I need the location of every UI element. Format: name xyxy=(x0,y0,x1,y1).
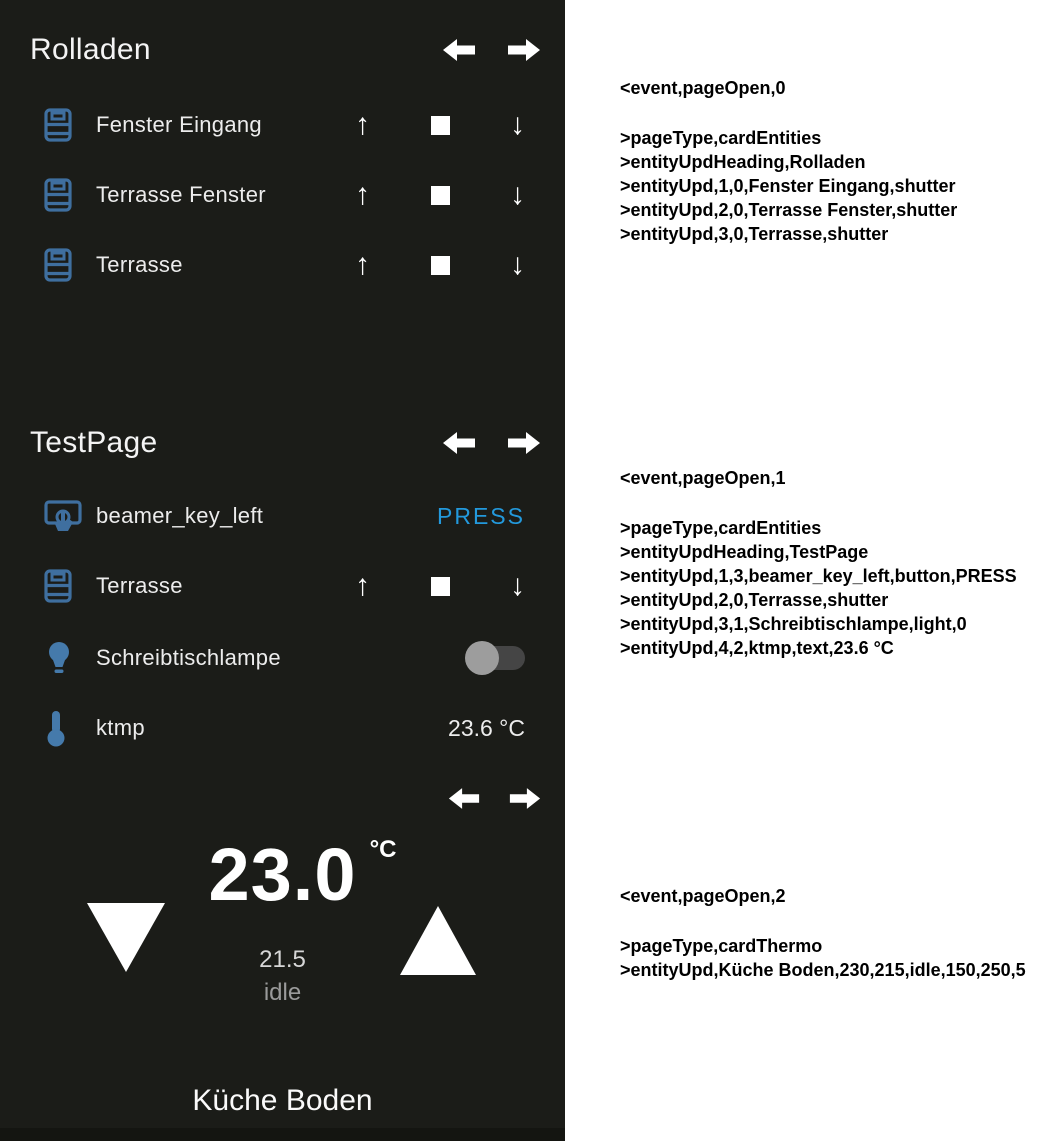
shutter-down-button[interactable]: ↓ xyxy=(510,248,525,281)
protocol-line: >entityUpd,1,3,beamer_key_left,button,PRESS xyxy=(620,566,1017,586)
shutter-down-button[interactable]: ↓ xyxy=(510,178,525,211)
shutter-down-button[interactable]: ↓ xyxy=(510,108,525,141)
shutter-stop-button[interactable] xyxy=(431,186,450,205)
thermometer-icon xyxy=(44,709,86,747)
shutter-controls xyxy=(355,571,525,601)
page-title: Rolladen xyxy=(30,33,151,66)
protocol-line: >pageType,cardThermo xyxy=(620,936,823,956)
sensor-value: 23.6 °C xyxy=(448,714,525,741)
shutter-stop-button[interactable] xyxy=(431,116,450,135)
log-block-page0 xyxy=(620,76,957,246)
page-nav xyxy=(447,786,542,811)
current-temperature xyxy=(0,833,565,916)
page-title: TestPage xyxy=(30,426,158,459)
protocol-log xyxy=(565,0,1045,1141)
page-nav xyxy=(441,37,542,63)
shutter-up-button[interactable]: ↑ xyxy=(355,248,370,281)
protocol-line: >entityUpdHeading,Rolladen xyxy=(620,152,866,172)
panel-footer-strip xyxy=(0,1128,565,1141)
window-shutter-icon xyxy=(44,569,86,603)
gesture-tap-button-icon xyxy=(44,498,86,534)
hvac-state: idle xyxy=(263,979,302,1006)
protocol-line: >entityUpd,2,0,Terrasse,shutter xyxy=(620,590,889,610)
entity-label: Terrasse xyxy=(96,573,183,598)
entity-row xyxy=(0,551,565,621)
protocol-line: >entityUpd,3,0,Terrasse,shutter xyxy=(620,224,889,244)
entity-label: Schreibtischlampe xyxy=(96,645,281,670)
window-shutter-icon xyxy=(44,108,86,142)
protocol-line: >pageType,cardEntities xyxy=(620,518,822,538)
window-shutter-icon xyxy=(44,178,86,212)
temperature-unit: °C xyxy=(369,836,397,863)
entity-label: Fenster Eingang xyxy=(96,112,262,137)
shutter-up-button[interactable]: ↑ xyxy=(355,178,370,211)
protocol-line: >entityUpd,Küche Boden,230,215,idle,150,250,5 xyxy=(620,960,1026,980)
entity-row xyxy=(0,481,565,551)
shutter-controls xyxy=(355,180,525,210)
protocol-line: <event,pageOpen,1 xyxy=(620,468,786,488)
protocol-line: >pageType,cardEntities xyxy=(620,128,822,148)
entity-label: ktmp xyxy=(96,715,145,740)
card-rolladen-header xyxy=(30,26,542,74)
entity-label: beamer_key_left xyxy=(96,503,264,528)
shutter-down-button[interactable]: ↓ xyxy=(510,569,525,602)
thermostat-name: Küche Boden xyxy=(192,1084,373,1117)
shutter-up-button[interactable]: ↑ xyxy=(355,569,370,602)
log-block-page1 xyxy=(620,466,1017,660)
protocol-line: >entityUpdHeading,TestPage xyxy=(620,542,869,562)
shutter-stop-button[interactable] xyxy=(431,577,450,596)
window-shutter-icon xyxy=(44,248,86,282)
card-testpage-header xyxy=(30,419,542,467)
light-toggle[interactable] xyxy=(466,646,525,670)
lightbulb-icon xyxy=(44,640,86,676)
target-temperature: 21.5 xyxy=(259,946,306,973)
current-temperature-value: 23.0 °C xyxy=(208,833,397,916)
press-button[interactable]: PRESS xyxy=(437,502,525,529)
entity-row xyxy=(0,90,565,160)
nav-right-icon[interactable] xyxy=(506,37,542,63)
entity-label: Terrasse xyxy=(96,252,183,277)
entity-label: Terrasse Fenster xyxy=(96,182,266,207)
log-block-page2 xyxy=(620,884,1026,982)
entity-row xyxy=(0,230,565,300)
nav-right-icon[interactable] xyxy=(506,430,542,456)
shutter-up-button[interactable]: ↑ xyxy=(355,108,370,141)
nav-left-icon[interactable] xyxy=(441,37,477,63)
protocol-line: >entityUpd,2,0,Terrasse Fenster,shutter xyxy=(620,200,958,220)
protocol-line: <event,pageOpen,0 xyxy=(620,78,786,98)
shutter-controls xyxy=(355,110,525,140)
protocol-line: >entityUpd,3,1,Schreibtischlampe,light,0 xyxy=(620,614,967,634)
shutter-controls xyxy=(355,250,525,280)
nav-left-icon[interactable] xyxy=(447,786,481,811)
entity-row xyxy=(0,623,565,693)
protocol-line: <event,pageOpen,2 xyxy=(620,886,786,906)
entity-row xyxy=(0,160,565,230)
toggle-knob xyxy=(465,641,499,675)
entity-row xyxy=(0,693,565,763)
shutter-stop-button[interactable] xyxy=(431,256,450,275)
protocol-line: >entityUpd,1,0,Fenster Eingang,shutter xyxy=(620,176,956,196)
protocol-line: >entityUpd,4,2,ktmp,text,23.6 °C xyxy=(620,638,894,658)
page-nav xyxy=(441,430,542,456)
nav-right-icon[interactable] xyxy=(508,786,542,811)
nav-left-icon[interactable] xyxy=(441,430,477,456)
